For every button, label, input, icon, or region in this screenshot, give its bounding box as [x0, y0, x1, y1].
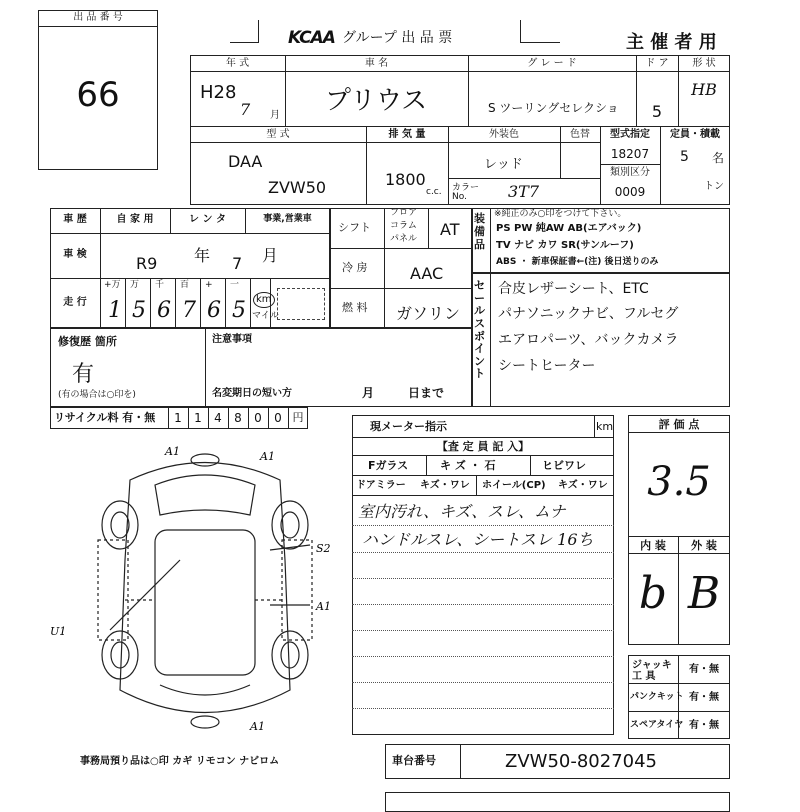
puncture-kit-options: 有・無	[689, 692, 719, 703]
spare-tire-options: 有・無	[689, 720, 719, 731]
inspector-note-1: 室内汚れ、キズ、スレ、ムナ	[358, 502, 566, 521]
color-label: 外装色	[489, 129, 519, 140]
diagram-mark-a1-front-left: A1	[165, 445, 180, 458]
diagram-mark-a1-front-right: A1	[260, 450, 275, 463]
chassis-number: ZVW50-8027045	[505, 751, 658, 772]
inspection-label: 車 検	[63, 249, 87, 260]
rating-label: 評 価 点	[658, 418, 700, 431]
mileage-unit-100: 百	[180, 280, 190, 290]
cc-unit: c.c.	[426, 187, 442, 197]
mileage-unit-1k: 千	[155, 280, 165, 290]
name-change-label: 名変期日の短い方	[212, 388, 292, 399]
load-unit: トン	[704, 181, 724, 192]
chassis-label: 車台番号	[392, 754, 436, 767]
type-designation-label: 型式指定	[610, 129, 650, 140]
meter-label: 現メーター指示	[370, 420, 447, 433]
lot-number-label: 出 品 番 号	[73, 12, 123, 23]
shape-value: HB	[691, 80, 717, 99]
class-label: 類別区分	[610, 167, 650, 178]
meter-unit: km	[596, 420, 614, 433]
mileage-unit-1: 一	[230, 280, 240, 290]
mile-label: マイル	[252, 311, 279, 321]
doors-label: ド ア	[645, 58, 669, 69]
exterior-label: 外 装	[691, 539, 717, 552]
usage-rental: レ ン タ	[189, 214, 226, 225]
wheel-options: キズ・ワレ	[558, 480, 608, 491]
mileage-digit-4: 7	[182, 298, 196, 323]
history-label: 車 歴	[63, 214, 87, 225]
class-code: 0009	[614, 185, 646, 199]
shift-floor: フロア	[390, 208, 418, 218]
fuel-label: 燃 料	[342, 301, 368, 314]
consigned-items: 事務局預り品は○印 カギ リモコン ナビロム	[80, 756, 280, 767]
mileage-digit-3: 6	[157, 298, 171, 323]
interior-grade: b	[638, 568, 668, 619]
inspection-month: 7	[232, 254, 243, 273]
sales-points-label: セールスポイント	[474, 279, 485, 381]
sales-point-3: エアロパーツ、バックカメラ	[498, 332, 679, 348]
car-damage-diagram	[50, 440, 340, 740]
mileage-unit-100k: +万	[104, 280, 121, 290]
wheel-label: ホイール(CP)	[482, 480, 546, 491]
repair-label: 修復歴 箇所	[58, 335, 117, 348]
inspection-month-unit: 月	[262, 246, 279, 265]
color-name: レッド	[484, 157, 523, 172]
mirror-options: キズ・ワレ	[420, 480, 470, 491]
equipment-line-3: ABS ・ 新車保証書←(注) 後日送りのみ	[496, 257, 659, 267]
repair-value: 有	[72, 362, 95, 387]
glass-label: Fガラス	[368, 459, 409, 472]
equipment-line-2: TV ナビ カワ SR(サンルーフ)	[496, 240, 634, 251]
name-label: 車 名	[364, 58, 389, 69]
puncture-kit-label: パンクキット	[630, 692, 684, 702]
equipment-line-1: PS PW 純AW AB(エアバック)	[496, 223, 642, 234]
diagram-mark-s2: S2	[316, 542, 331, 555]
inspection-year: R9	[136, 254, 158, 273]
jack-options: 有・無	[689, 664, 719, 675]
recycle-digit-2: 1	[194, 411, 202, 425]
jack-label: ジャッキ 工 具	[632, 660, 672, 682]
mileage-unit-10k: 万	[130, 280, 140, 290]
grade-value: S ツーリングセレクショ	[488, 102, 619, 114]
fuel-value: ガソリン	[396, 304, 461, 323]
name-change-month: 月	[362, 386, 375, 400]
capacity-value: 5	[680, 149, 689, 165]
recycle-digit-4: 8	[234, 411, 242, 425]
form-title: グループ 出 品 票	[342, 30, 453, 46]
mileage-digit-2: 5	[132, 298, 146, 323]
capacity-label: 定員・積載	[670, 129, 720, 140]
name-change-day: 日まで	[408, 386, 445, 400]
recycle-digit-1: 1	[174, 411, 182, 425]
usage-business: 事業,営業車	[263, 214, 312, 224]
mileage-digit-5: 6	[207, 298, 221, 323]
grade-label: グ レ ー ド	[527, 58, 577, 69]
caution-label: 注意事項	[212, 334, 252, 345]
equipment-label: 装 備 品	[474, 212, 485, 252]
shift-panel: パネル	[390, 234, 418, 244]
organizer-use-label: 主 催 者 用	[626, 32, 717, 53]
doors-value: 5	[651, 102, 663, 121]
inspection-year-unit: 年	[194, 246, 211, 265]
displacement-value: 1800	[385, 170, 426, 189]
interior-label: 内 装	[640, 539, 666, 552]
mileage-digit-1: 1	[108, 298, 122, 323]
glass-options: キ ズ ・ 石	[440, 459, 496, 472]
equipment-note: ※純正のみ○印をつけて下さい。	[494, 209, 627, 219]
diagram-mark-a1-right: A1	[316, 600, 331, 613]
lot-number: 66	[76, 75, 120, 115]
vehicle-name: プリウス	[325, 86, 428, 116]
ac-value: AAC	[410, 264, 444, 283]
inspector-note-2: ハンドルスレ、シートスレ 16ち	[362, 530, 594, 549]
color-code: 3T7	[508, 182, 540, 201]
year-month: 7	[240, 100, 251, 119]
spare-tire-label: スペアタイヤ	[630, 720, 684, 730]
glass-crack-label: ヒビワレ	[542, 459, 586, 472]
recycle-label: リサイクル料 有・無	[54, 411, 156, 424]
color-code-label: カラー No.	[452, 183, 480, 202]
recycle-digit-6: 0	[274, 411, 282, 425]
shape-label: 形 状	[692, 58, 716, 69]
mileage-label: 走 行	[63, 297, 87, 308]
km-label: km	[253, 292, 275, 308]
kcaa-logo: KCAA	[288, 28, 335, 48]
diagram-mark-a1-rear: A1	[250, 720, 265, 733]
recycle-digit-5: 0	[254, 411, 262, 425]
inspector-title: 【査 定 員 記 入】	[436, 440, 530, 453]
mileage-digit-6: 5	[232, 298, 246, 323]
mirror-label: ドアミラー	[356, 480, 406, 491]
shift-column: コラム	[390, 221, 417, 231]
recycle-unit: 円	[292, 411, 304, 424]
model-prefix: DAA	[228, 152, 263, 171]
mileage-unit-10: +	[205, 280, 213, 290]
diagram-mark-u1: U1	[50, 625, 67, 638]
year-label: 年 式	[225, 58, 250, 69]
type-designation: 18207	[610, 147, 650, 161]
recycle-digit-3: 4	[214, 411, 222, 425]
exterior-grade: B	[687, 568, 721, 619]
sales-point-1: 合皮レザーシート、ETC	[498, 281, 649, 297]
ac-label: 冷 房	[342, 261, 368, 274]
displacement-label: 排 気 量	[388, 129, 426, 140]
model-code: ZVW50	[268, 178, 327, 197]
shift-label: シフト	[338, 221, 371, 234]
shift-value: AT	[440, 220, 460, 239]
rating-score: 3.5	[647, 459, 711, 505]
repair-note: (有の場合は○印を)	[58, 390, 136, 400]
usage-private: 自 家 用	[116, 214, 154, 225]
sales-point-2: パナソニックナビ、フルセグ	[498, 306, 679, 322]
year-era: H28	[200, 82, 237, 103]
sales-point-4: シートヒーター	[498, 358, 596, 374]
model-label: 型 式	[266, 129, 290, 140]
capacity-unit: 名	[712, 151, 725, 165]
year-month-unit: 月	[270, 110, 280, 121]
color-change-label: 色替	[570, 129, 590, 140]
